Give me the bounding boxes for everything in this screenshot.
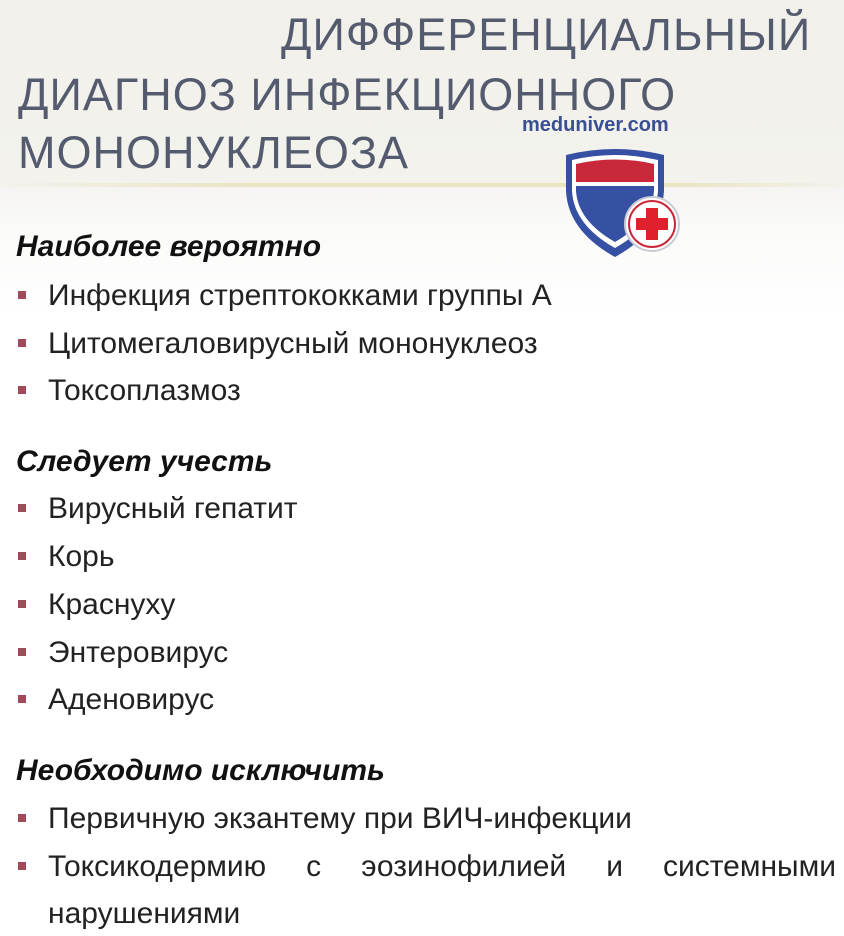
section-heading-most-likely: Наиболее вероятно (16, 230, 322, 263)
bullet-marker (18, 386, 26, 394)
bullet-marker (18, 862, 26, 870)
bullet-marker (18, 504, 26, 512)
bullet-marker (18, 814, 26, 822)
header-divider (0, 183, 844, 187)
medical-shield-logo (560, 145, 685, 260)
bullet-marker (18, 600, 26, 608)
title-line-2: ДИАГНОЗ ИНФЕКЦИОННОГО (18, 69, 677, 120)
title-line-3: МОНОНУКЛЕОЗА (18, 127, 410, 178)
bullet-marker (18, 552, 26, 560)
section-heading-consider: Следует учесть (16, 445, 273, 478)
bullet-marker (18, 648, 26, 656)
title-line-1: ДИФФЕРЕНЦИАЛЬНЫЙ (281, 9, 812, 60)
slide: ДИФФЕРЕНЦИАЛЬНЫЙ ДИАГНОЗ ИНФЕКЦИОННОГО МОНОНУКЛЕОЗА meduniver.com Наиболее вероятно Инфекция стрептококками группы А Цитомегаловирусный мононуклеоз Токсоплазмоз Следует учесть Вирусный гепатит Корь Краснуху Энтеровирус Аденовирус Необходимо исключить Первичную экзантему при ВИЧ-инфекции Токсикодермию с эозинофилией и системными нарушениями (0, 0, 844, 936)
section-heading-exclude: Необходимо исключить (16, 754, 385, 787)
bullet-marker (18, 291, 26, 299)
watermark-text: meduniver.com (522, 114, 669, 136)
bullet-marker (18, 339, 26, 347)
bullet-marker (18, 695, 26, 703)
